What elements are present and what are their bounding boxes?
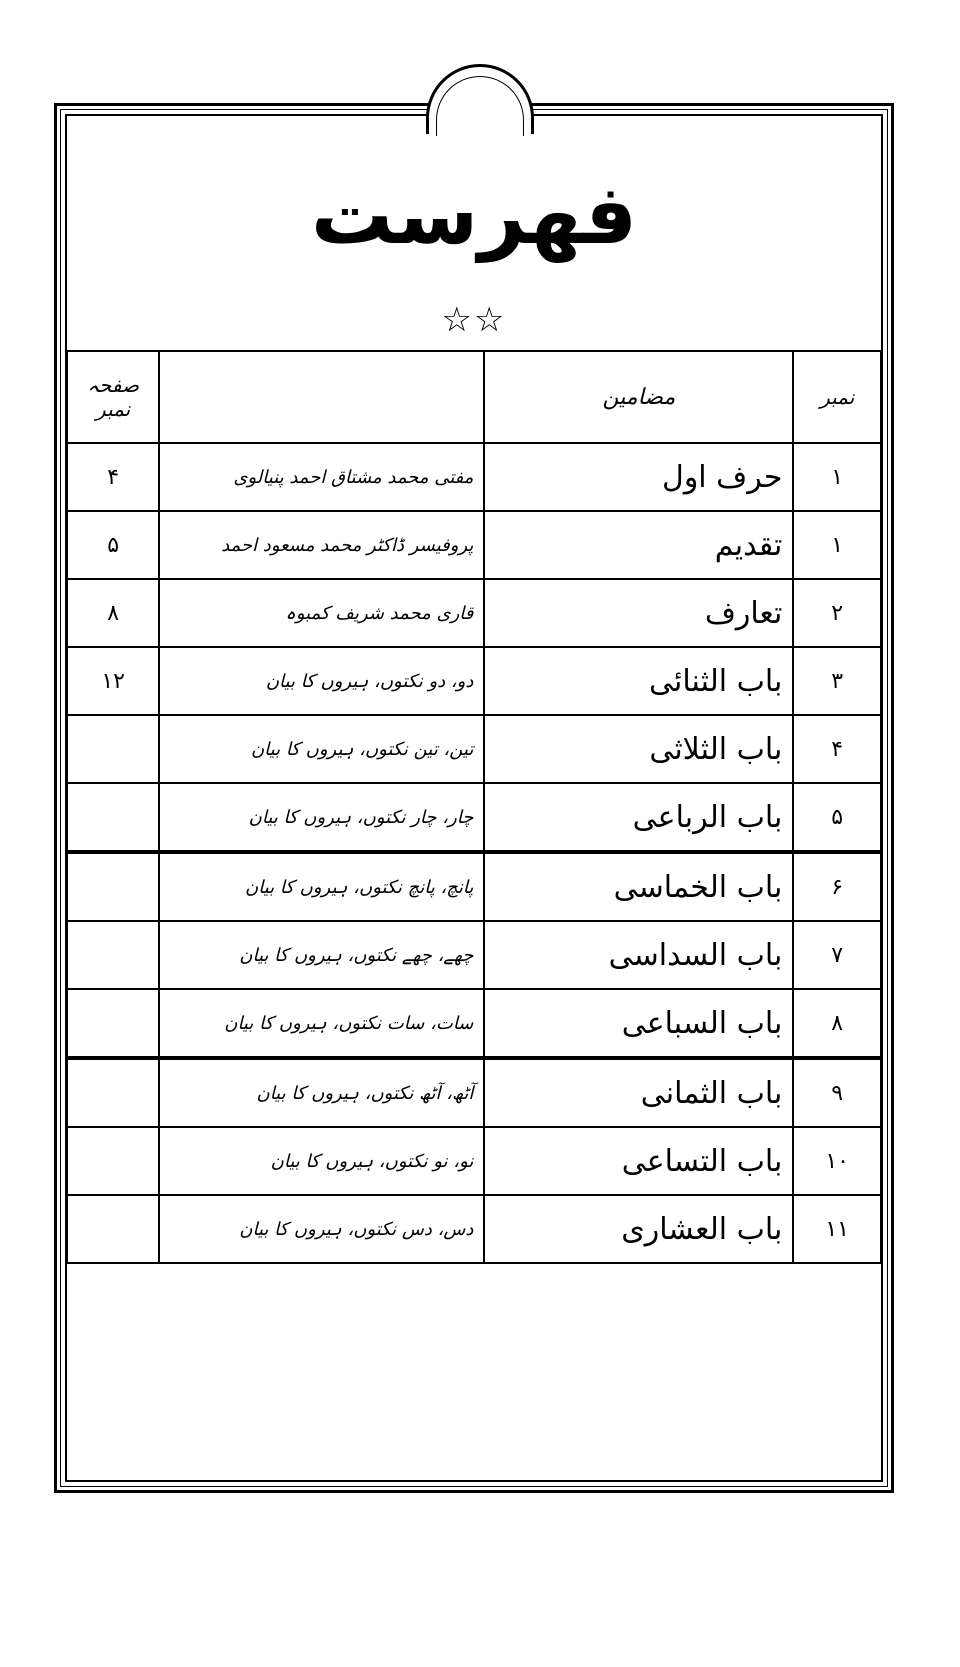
table-row: [67, 1127, 881, 1195]
row-subtitle: تین، تین نکتوں، ہیروں کا بیان: [159, 715, 484, 783]
row-page: ۴: [67, 443, 159, 511]
row-title: باب التساعی: [484, 1127, 793, 1195]
row-subtitle: چھے، چھے نکتوں، ہیروں کا بیان: [159, 921, 484, 989]
row-page: [67, 783, 159, 852]
row-subtitle: پانچ، پانچ نکتوں، ہیروں کا بیان: [159, 852, 484, 921]
row-title: باب الثنائی: [484, 647, 793, 715]
row-title: باب السباعی: [484, 989, 793, 1058]
row-page: [67, 1058, 159, 1127]
row-number: ۸: [793, 989, 881, 1058]
row-title: باب الثمانی: [484, 1058, 793, 1127]
row-title: باب الثلاثی: [484, 715, 793, 783]
row-number: ۱۱: [793, 1195, 881, 1263]
row-subtitle: دس، دس نکتوں، ہیروں کا بیان: [159, 1195, 484, 1263]
row-page: [67, 715, 159, 783]
row-number: ۵: [793, 783, 881, 852]
row-subtitle: پروفیسر ڈاکٹر محمد مسعود احمد: [159, 511, 484, 579]
row-number: ۱: [793, 443, 881, 511]
row-subtitle: سات، سات نکتوں، ہیروں کا بیان: [159, 989, 484, 1058]
row-page: [67, 1195, 159, 1263]
row-page: [67, 1127, 159, 1195]
header-page: صفحہ نمبر: [67, 351, 159, 443]
row-number: ۲: [793, 579, 881, 647]
row-title: باب العشاری: [484, 1195, 793, 1263]
table-row: [67, 783, 881, 852]
header-subtitle-blank: [159, 351, 484, 443]
table-row: [67, 1058, 881, 1127]
row-title: حرف اول: [484, 443, 793, 511]
page-title: فهرست: [310, 168, 638, 263]
row-title: باب السداسی: [484, 921, 793, 989]
table-row: [67, 647, 881, 715]
row-number: ۳: [793, 647, 881, 715]
table-row: [67, 989, 881, 1058]
table-row: [67, 852, 881, 921]
row-page: [67, 989, 159, 1058]
row-number: ۹: [793, 1058, 881, 1127]
row-page: ۸: [67, 579, 159, 647]
row-subtitle: آٹھ، آٹھ نکتوں، ہیروں کا بیان: [159, 1058, 484, 1127]
row-page: ۵: [67, 511, 159, 579]
header-number: نمبر: [793, 351, 881, 443]
header-topics: مضامین: [484, 351, 793, 443]
row-subtitle: دو، دو نکتوں، ہیروں کا بیان: [159, 647, 484, 715]
row-page: [67, 852, 159, 921]
table-row: [67, 579, 881, 647]
row-subtitle: چار، چار نکتوں، ہیروں کا بیان: [159, 783, 484, 852]
table-header-row: [67, 351, 881, 443]
row-subtitle: نو، نو نکتوں، ہیروں کا بیان: [159, 1127, 484, 1195]
table-row: [67, 715, 881, 783]
row-number: ۱۰: [793, 1127, 881, 1195]
row-subtitle: قاری محمد شریف کمبوہ: [159, 579, 484, 647]
row-number: ۷: [793, 921, 881, 989]
star-ornament: ☆☆: [441, 300, 507, 340]
table-row: [67, 443, 881, 511]
row-number: ۶: [793, 852, 881, 921]
contents-table: [66, 350, 882, 1264]
row-number: ۱: [793, 511, 881, 579]
table-row: [67, 1195, 881, 1263]
row-title: تعارف: [484, 579, 793, 647]
row-number: ۴: [793, 715, 881, 783]
row-title: باب الخماسی: [484, 852, 793, 921]
row-title: تقدیم: [484, 511, 793, 579]
row-page: [67, 921, 159, 989]
table-row: [67, 511, 881, 579]
row-title: باب الرباعی: [484, 783, 793, 852]
row-page: ۱۲: [67, 647, 159, 715]
row-subtitle: مفتی محمد مشتاق احمد پنیالوی: [159, 443, 484, 511]
table-row: [67, 921, 881, 989]
